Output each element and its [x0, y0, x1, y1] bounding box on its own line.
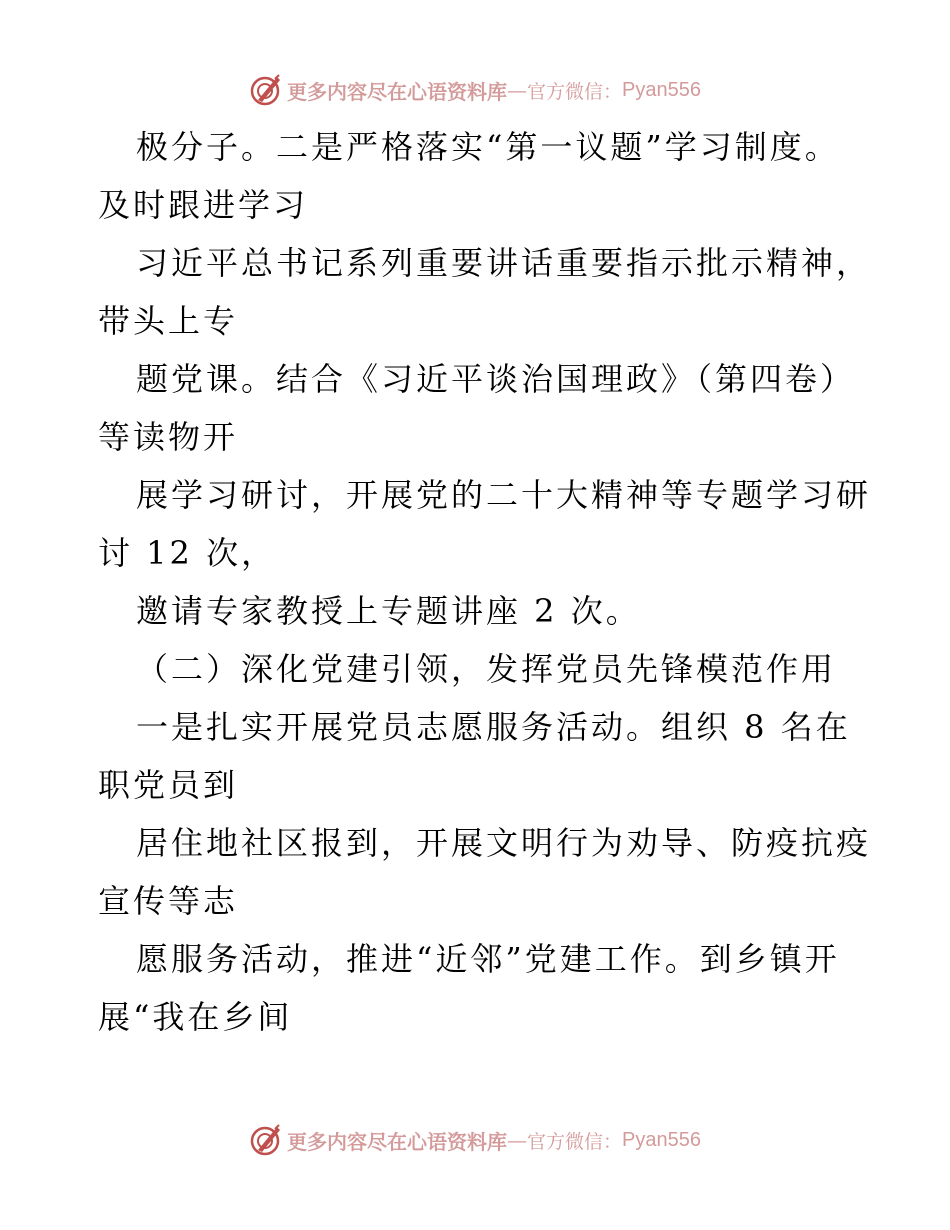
body-line: 展学习研讨，开展党的二十大精神等专题学习研 [136, 476, 872, 514]
body-line: 愿服务活动，推进“近邻”党建工作。到乡镇开 [136, 940, 840, 978]
body-line: 等读物开 [98, 418, 239, 456]
body-line: 题党课。结合《习近平谈治国理政》（第四卷） [136, 360, 856, 398]
body-line: 展“我在乡间 [98, 998, 293, 1036]
body-line: 极分子。二是严格落实“第一议题”学习制度。 [136, 128, 840, 166]
watermark-dash: — [507, 1128, 527, 1152]
body-line: 宣传等志 [98, 882, 239, 920]
watermark-sub-text: 官方微信： [527, 1130, 623, 1153]
footer-watermark [0, 1120, 950, 1160]
quill-pen-logo-icon [249, 1123, 283, 1157]
watermark-sub-text: 官方微信： [527, 80, 623, 103]
watermark-dash: — [507, 78, 527, 102]
document-body [98, 118, 872, 1046]
body-line: 居住地社区报到，开展文明行为劝导、防疫抗疫 [136, 824, 872, 862]
section-heading: （二）深化党建引领，发挥党员先锋模范作用 [136, 650, 837, 688]
quill-pen-logo-icon [249, 73, 283, 107]
body-line: 讨 12 次， [98, 534, 277, 572]
body-line: 习近平总书记系列重要讲话重要指示批示精神， [136, 244, 872, 282]
watermark-main-text: 更多内容尽在心语资料库 [287, 1129, 507, 1154]
header-watermark [0, 70, 950, 110]
body-line: 一是扎实开展党员志愿服务活动。组织 8 名在 [136, 708, 851, 746]
body-line: 及时跟进学习 [98, 186, 309, 224]
watermark-wechat-id: Pyan556 [622, 78, 701, 101]
body-line: 带头上专 [98, 302, 239, 340]
watermark-main-text: 更多内容尽在心语资料库 [287, 79, 507, 104]
watermark-wechat-id: Pyan556 [622, 1128, 701, 1151]
body-line: 邀请专家教授上专题讲座 2 次。 [136, 592, 641, 630]
body-line: 职党员到 [98, 766, 239, 804]
